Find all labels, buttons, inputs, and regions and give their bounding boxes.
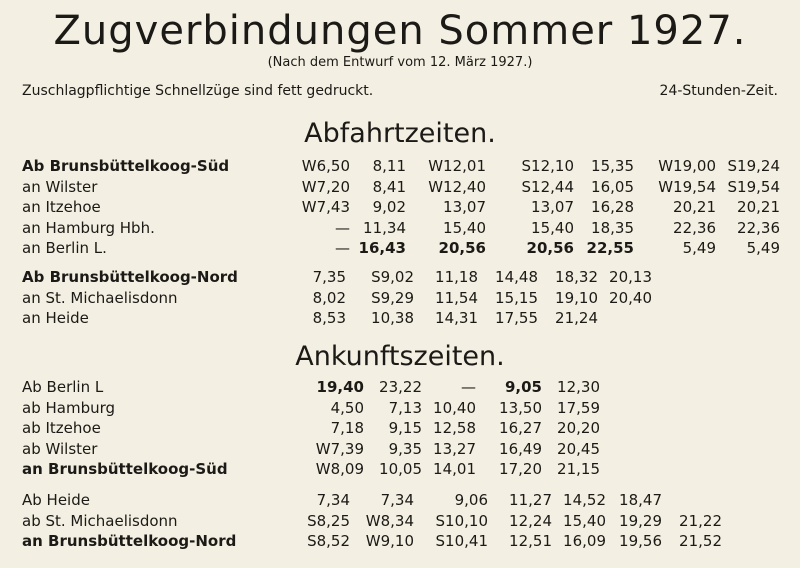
time-cell: 7,34 [380,491,414,509]
arrivals-table-sued [22,377,782,480]
time-cell: S19,54 [727,177,780,196]
time-cell: 15,40 [443,218,486,237]
timetable-row [22,288,782,309]
time-cell: 11,54 [435,288,478,307]
time-cell: 9,15 [388,419,422,437]
station-name: Ab Heide [22,491,90,509]
time-cell: 15,35 [591,157,634,175]
time-cell: 20,21 [673,198,716,216]
time-cell: 14,01 [433,460,476,478]
time-cell: 13,07 [531,198,574,216]
time-cell: 10,40 [433,398,476,417]
time-cell: 4,50 [330,398,364,417]
time-cell: 18,32 [555,268,598,286]
time-cell: 18,35 [591,218,634,237]
time-cell: 23,22 [379,378,422,396]
time-cell: 20,40 [609,288,652,307]
time-format-note: 24-Stunden-Zeit. [659,83,778,99]
time-cell: 13,27 [433,439,476,458]
time-cell: 19,56 [619,532,662,550]
time-cell: — [335,239,350,257]
time-cell: 12,58 [433,419,476,437]
time-cell: W12,01 [428,157,486,175]
time-cell: 20,56 [526,239,574,257]
time-cell: 9,06 [454,491,488,509]
time-cell: 15,15 [495,288,538,307]
time-cell: S12,10 [521,157,574,175]
timetable-row [22,308,782,329]
time-cell: 21,15 [557,460,600,478]
time-cell: 20,45 [557,439,600,458]
time-cell: — [335,218,350,237]
time-cell: 7,34 [316,491,350,509]
time-cell: 20,56 [438,239,486,257]
timetable-row [22,490,782,511]
time-cell: S10,41 [435,532,488,550]
station-name: an Wilster [22,177,98,196]
departures-heading: Abfahrtzeiten. [304,118,496,149]
time-cell: 21,52 [679,532,722,550]
time-cell: 22,55 [586,239,634,257]
station-name: Ab Brunsbüttelkoog-Nord [22,268,238,286]
time-cell: 20,13 [609,268,652,286]
time-cell: 11,18 [435,268,478,286]
timetable-row [22,267,782,288]
time-cell: 11,27 [509,491,552,509]
time-cell: 13,07 [443,198,486,216]
time-cell: S12,44 [521,177,574,196]
timetable-row [22,377,782,398]
time-cell: S8,52 [307,532,350,550]
time-cell: 7,18 [330,419,364,437]
time-cell: 18,47 [619,491,662,509]
time-cell: 5,49 [746,239,780,257]
time-cell: 10,38 [371,309,414,327]
time-cell: 16,05 [591,177,634,196]
timetable-row [22,197,782,218]
time-cell: 7,35 [312,268,346,286]
time-cell: 13,50 [499,398,542,417]
time-cell: 16,49 [499,439,542,458]
timetable-row [22,177,782,198]
time-cell: S9,02 [371,268,414,286]
station-name: ab Hamburg [22,398,116,417]
station-name: an Heide [22,309,89,327]
time-cell: 14,31 [435,309,478,327]
time-cell: 22,36 [737,218,780,237]
time-cell: 17,59 [557,398,600,417]
time-cell: 16,27 [499,419,542,437]
time-cell: 7,13 [388,398,422,417]
station-name: an Brunsbüttelkoog-Süd [22,460,228,478]
time-cell: 16,28 [591,198,634,216]
departures-table-nord [22,267,782,329]
timetable-row [22,511,782,532]
time-cell: 8,41 [372,177,406,196]
time-cell: 9,02 [372,198,406,216]
station-name: ab Itzehoe [22,419,101,437]
page-title: Zugverbindungen Sommer 1927. [53,8,747,54]
time-cell: S10,10 [435,511,488,530]
time-cell: W7,39 [315,439,364,458]
timetable-row [22,156,782,177]
time-cell: S9,29 [371,288,414,307]
time-cell: 10,05 [379,460,422,478]
time-cell: 11,34 [363,218,406,237]
timetable-row [22,218,782,239]
time-cell: S8,25 [307,511,350,530]
station-name: an Berlin L. [22,239,107,257]
time-cell: W6,50 [301,157,350,175]
time-cell: 20,21 [737,198,780,216]
time-cell: 12,30 [557,378,600,396]
time-cell: 21,22 [679,511,722,530]
time-cell: 19,29 [619,511,662,530]
timetable-row [22,531,782,552]
time-cell: 19,40 [316,378,364,396]
station-name: ab St. Michaelisdonn [22,511,178,530]
time-cell: 12,51 [509,532,552,550]
time-cell: 8,53 [312,309,346,327]
timetable-row [22,398,782,419]
time-cell: 12,24 [509,511,552,530]
station-name: an St. Michaelisdonn [22,288,178,307]
time-cell: W7,43 [301,198,350,216]
time-cell: 17,20 [499,460,542,478]
time-cell: 17,55 [495,309,538,327]
time-cell: 8,02 [312,288,346,307]
time-cell: 15,40 [563,511,606,530]
departures-table-sued [22,156,782,259]
station-name: an Brunsbüttelkoog-Nord [22,532,237,550]
time-cell: W8,34 [365,511,414,530]
page-subtitle: (Nach dem Entwurf vom 12. März 1927.) [267,55,533,70]
station-name: Ab Berlin L [22,378,104,396]
express-note: Zuschlagpflichtige Schnellzüge sind fett gedruckt. [22,83,374,99]
time-cell: — [461,378,476,396]
timetable-row [22,439,782,460]
time-cell: 19,10 [555,288,598,307]
time-cell: 9,35 [388,439,422,458]
station-name: an Hamburg Hbh. [22,218,155,237]
station-name: ab Wilster [22,439,98,458]
time-cell: W9,10 [365,532,414,550]
time-cell: 8,11 [372,157,406,175]
time-cell: W12,40 [428,177,486,196]
arrivals-table-nord [22,490,782,552]
time-cell: S19,24 [727,157,780,175]
time-cell: 5,49 [682,239,716,257]
timetable-row [22,238,782,259]
time-cell: 20,20 [557,419,600,437]
time-cell: 14,52 [563,491,606,509]
time-cell: W19,54 [658,177,716,196]
time-cell: 14,48 [495,268,538,286]
station-name: an Itzehoe [22,198,101,216]
time-cell: 22,36 [673,218,716,237]
time-cell: 16,43 [358,239,406,257]
time-cell: 9,05 [504,378,542,396]
time-cell: W8,09 [315,460,364,478]
time-cell: W19,00 [658,157,716,175]
time-cell: 15,40 [531,218,574,237]
time-cell: 16,09 [563,532,606,550]
timetable-row [22,459,782,480]
timetable-row [22,418,782,439]
time-cell: 21,24 [555,309,598,327]
station-name: Ab Brunsbüttelkoog-Süd [22,157,230,175]
arrivals-heading: Ankunftszeiten. [295,341,505,372]
time-cell: W7,20 [301,177,350,196]
